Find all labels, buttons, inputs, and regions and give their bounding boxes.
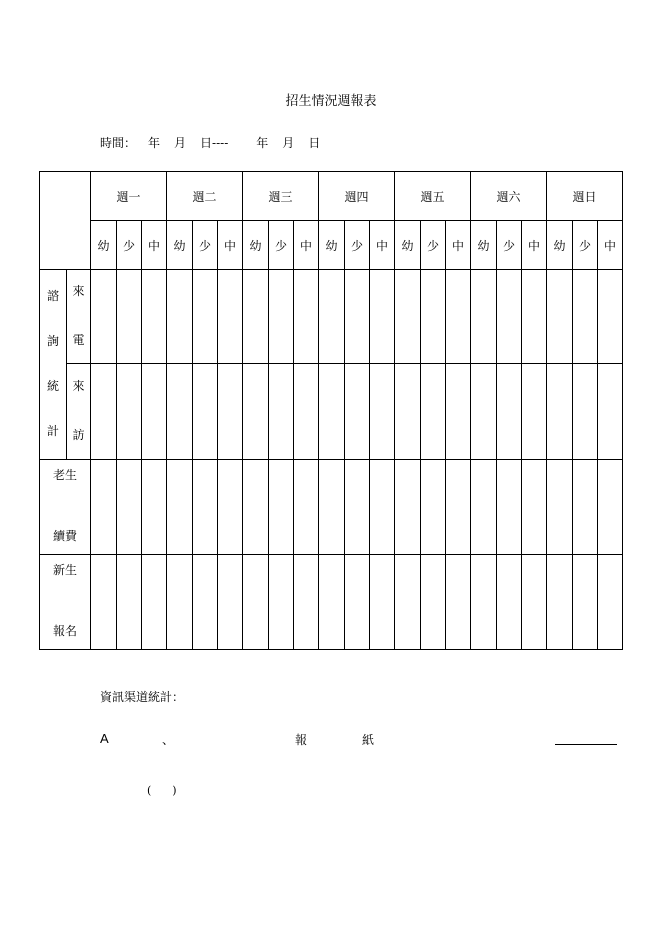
renewal-count-cell[interactable]: [370, 460, 395, 555]
signup-count-cell[interactable]: [167, 555, 193, 650]
channel-stats-title: 資訊渠道統計：: [100, 690, 185, 704]
weekday-header: 週五: [395, 172, 471, 221]
renewal-count-cell[interactable]: [269, 460, 294, 555]
visit-count-cell[interactable]: [421, 364, 446, 460]
inquiry-stats-label: [40, 270, 67, 460]
phone-count-cell[interactable]: [294, 270, 319, 364]
old-student-renewal-label-line: 續費: [52, 529, 77, 543]
time-range-line: [100, 134, 320, 151]
phone-count-cell[interactable]: [395, 270, 421, 364]
level-header: 幼: [91, 221, 117, 270]
channel-paren-blank: ( ): [147, 784, 177, 797]
signup-count-cell[interactable]: [446, 555, 471, 650]
signup-count-cell[interactable]: [421, 555, 446, 650]
phone-count-cell[interactable]: [370, 270, 395, 364]
level-header: 中: [370, 221, 395, 270]
visit-inquiry-text-char: 訪: [72, 427, 85, 442]
renewal-count-cell[interactable]: [421, 460, 446, 555]
page-title: 招生情況週報表: [285, 94, 377, 109]
signup-count-cell[interactable]: [91, 555, 117, 650]
phone-count-cell[interactable]: [598, 270, 623, 364]
visit-count-cell[interactable]: [294, 364, 319, 460]
level-header: 少: [573, 221, 598, 270]
renewal-count-cell[interactable]: [117, 460, 142, 555]
visit-count-cell[interactable]: [573, 364, 598, 460]
channel-item-row: [100, 731, 620, 751]
level-header: 幼: [547, 221, 573, 270]
weekday-header: 週四: [319, 172, 395, 221]
level-header: 幼: [167, 221, 193, 270]
renewal-count-cell[interactable]: [294, 460, 319, 555]
start-month: 月: [174, 136, 187, 150]
phone-count-cell[interactable]: [167, 270, 193, 364]
renewal-count-cell[interactable]: [395, 460, 421, 555]
signup-count-cell[interactable]: [218, 555, 243, 650]
level-header: 中: [522, 221, 547, 270]
renewal-count-cell[interactable]: [91, 460, 117, 555]
renewal-count-cell[interactable]: [522, 460, 547, 555]
phone-count-cell[interactable]: [243, 270, 269, 364]
renewal-count-cell[interactable]: [243, 460, 269, 555]
corner-cell: [40, 172, 91, 270]
signup-count-cell[interactable]: [269, 555, 294, 650]
phone-inquiry-label: [67, 270, 91, 364]
inquiry-stats-text-char: 計: [46, 423, 59, 438]
visit-count-cell[interactable]: [598, 364, 623, 460]
signup-count-cell[interactable]: [522, 555, 547, 650]
phone-count-cell[interactable]: [497, 270, 522, 364]
level-header: 中: [218, 221, 243, 270]
level-header: 少: [193, 221, 218, 270]
channel-item-label-2: 紙: [362, 733, 375, 747]
visit-inquiry-text-char: 來: [72, 378, 85, 393]
channel-count-blank[interactable]: [555, 744, 617, 745]
level-header: 少: [269, 221, 294, 270]
level-header: 中: [294, 221, 319, 270]
phone-count-cell[interactable]: [522, 270, 547, 364]
renewal-count-cell[interactable]: [497, 460, 522, 555]
end-day: 日: [308, 136, 321, 150]
level-header: 少: [421, 221, 446, 270]
visit-count-cell[interactable]: [243, 364, 269, 460]
inquiry-stats-text-char: 諮: [46, 288, 59, 303]
new-student-signup-label-line: 報名: [52, 624, 77, 638]
weekday-header: 週日: [547, 172, 623, 221]
visit-count-cell[interactable]: [167, 364, 193, 460]
channel-item-label-1: 報: [295, 733, 308, 747]
level-header: 中: [142, 221, 167, 270]
phone-count-cell[interactable]: [193, 270, 218, 364]
signup-count-cell[interactable]: [319, 555, 345, 650]
signup-count-cell[interactable]: [294, 555, 319, 650]
phone-count-cell[interactable]: [547, 270, 573, 364]
time-label: 時間：: [100, 136, 137, 150]
signup-count-cell[interactable]: [243, 555, 269, 650]
visit-count-cell[interactable]: [497, 364, 522, 460]
phone-count-cell[interactable]: [218, 270, 243, 364]
visit-count-cell[interactable]: [269, 364, 294, 460]
visit-count-cell[interactable]: [91, 364, 117, 460]
visit-count-cell[interactable]: [370, 364, 395, 460]
level-header: 中: [598, 221, 623, 270]
level-header: 幼: [395, 221, 421, 270]
weekday-header: 週三: [243, 172, 319, 221]
level-header: 少: [117, 221, 142, 270]
visit-count-cell[interactable]: [522, 364, 547, 460]
signup-count-cell[interactable]: [142, 555, 167, 650]
signup-count-cell[interactable]: [598, 555, 623, 650]
inquiry-stats-text-char: 統: [46, 378, 59, 393]
old-student-renewal-label-line: 老生: [52, 468, 77, 482]
renewal-count-cell[interactable]: [598, 460, 623, 555]
renewal-count-cell[interactable]: [167, 460, 193, 555]
phone-inquiry-text-char: 電: [72, 332, 85, 347]
visit-count-cell[interactable]: [547, 364, 573, 460]
visit-count-cell[interactable]: [142, 364, 167, 460]
phone-count-cell[interactable]: [446, 270, 471, 364]
visit-count-cell[interactable]: [319, 364, 345, 460]
signup-count-cell[interactable]: [471, 555, 497, 650]
level-header: 少: [345, 221, 370, 270]
renewal-count-cell[interactable]: [218, 460, 243, 555]
end-month: 月: [282, 136, 295, 150]
visit-count-cell[interactable]: [471, 364, 497, 460]
weekday-header: 週一: [91, 172, 167, 221]
signup-count-cell[interactable]: [573, 555, 598, 650]
weekday-header: 週六: [471, 172, 547, 221]
phone-count-cell[interactable]: [573, 270, 598, 364]
level-header: 少: [497, 221, 522, 270]
visit-count-cell[interactable]: [117, 364, 142, 460]
signup-count-cell[interactable]: [370, 555, 395, 650]
inquiry-stats-text-char: 詢: [46, 333, 59, 348]
new-student-signup-label: [40, 555, 91, 650]
renewal-count-cell[interactable]: [345, 460, 370, 555]
start-day: 日----: [200, 136, 229, 150]
renewal-count-cell[interactable]: [446, 460, 471, 555]
renewal-count-cell[interactable]: [319, 460, 345, 555]
start-year: 年: [148, 136, 161, 150]
phone-count-cell[interactable]: [91, 270, 117, 364]
level-header: 幼: [471, 221, 497, 270]
renewal-count-cell[interactable]: [142, 460, 167, 555]
weekday-header: 週二: [167, 172, 243, 221]
renewal-count-cell[interactable]: [547, 460, 573, 555]
renewal-count-cell[interactable]: [471, 460, 497, 555]
phone-count-cell[interactable]: [319, 270, 345, 364]
signup-count-cell[interactable]: [497, 555, 522, 650]
signup-count-cell[interactable]: [193, 555, 218, 650]
renewal-count-cell[interactable]: [193, 460, 218, 555]
phone-count-cell[interactable]: [142, 270, 167, 364]
phone-inquiry-text-char: 來: [72, 283, 85, 298]
old-student-renewal-label: [40, 460, 91, 555]
phone-count-cell[interactable]: [421, 270, 446, 364]
phone-count-cell[interactable]: [269, 270, 294, 364]
phone-inquiry-text: [67, 274, 90, 360]
signup-count-cell[interactable]: [547, 555, 573, 650]
level-header: 幼: [319, 221, 345, 270]
signup-count-cell[interactable]: [117, 555, 142, 650]
phone-count-cell[interactable]: [117, 270, 142, 364]
level-header: 幼: [243, 221, 269, 270]
visit-count-cell[interactable]: [395, 364, 421, 460]
visit-inquiry-text: [67, 369, 90, 455]
phone-count-cell[interactable]: [471, 270, 497, 364]
signup-count-cell[interactable]: [345, 555, 370, 650]
signup-count-cell[interactable]: [395, 555, 421, 650]
visit-count-cell[interactable]: [218, 364, 243, 460]
visit-count-cell[interactable]: [446, 364, 471, 460]
level-header: 中: [446, 221, 471, 270]
visit-count-cell[interactable]: [193, 364, 218, 460]
visit-count-cell[interactable]: [345, 364, 370, 460]
channel-item-separator: 、: [162, 733, 175, 747]
weekly-enrollment-table: [39, 171, 623, 650]
new-student-signup-label-line: 新生: [52, 563, 77, 577]
phone-count-cell[interactable]: [345, 270, 370, 364]
inquiry-stats-text: [40, 279, 66, 451]
visit-inquiry-label: [67, 364, 91, 460]
end-year: 年: [256, 136, 269, 150]
renewal-count-cell[interactable]: [573, 460, 598, 555]
channel-item-letter: A: [100, 731, 109, 746]
